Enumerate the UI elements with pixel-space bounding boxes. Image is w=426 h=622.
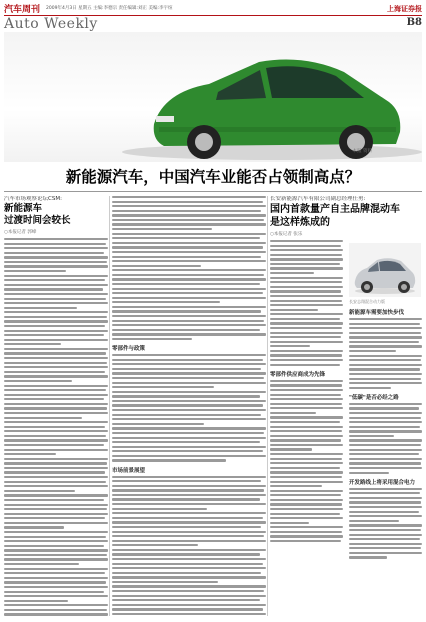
right-article-title-line-2: 是这样炼成的 [270,217,330,228]
right-subcolumn-1 [270,240,343,559]
column-divider [267,196,268,616]
right-subcolumn-2 [349,240,422,559]
right-article-subhead-4: 开发路线上将采用混合电力 [349,479,416,486]
right-article-subhead-1: 新能源车需要加快步伐 [349,310,405,316]
masthead [0,0,426,32]
hybrid-car-caption: 长安志翔混合动力版 [349,299,385,304]
section-title: Auto Weekly [4,16,98,32]
car-illustration [4,32,422,162]
right-article-subhead-3: 零部件供应商成为先锋 [270,371,326,378]
left-article-title-line-1: 新能源车 [4,203,43,214]
right-column-article [270,196,422,616]
middle-column-article [112,196,266,616]
right-article-kicker: 长安新能源汽车有限公司副总经理任勇: [270,196,366,202]
publication-name: 汽车周刊 [4,5,41,15]
masthead-top-line [4,3,422,14]
hybrid-car-photo [349,243,421,297]
right-article-body-part-5 [349,488,422,559]
main-headline: 新能源汽车，中国汽车业能否占领制高点？ [65,168,361,186]
headline-rule [4,191,422,192]
hero-photo-green-car [4,32,422,162]
left-article-body [4,238,108,616]
right-article-body-part-3 [349,318,422,389]
left-column-article [4,196,108,616]
middle-article-subhead-1: 零部件与政策 [112,346,146,353]
middle-article-subhead-2: 市场前景展望 [112,467,146,474]
right-article-body-part-4 [349,403,422,474]
right-article-byline: ○本报记者 张乐 [270,232,303,237]
newspaper-logo: 上海证券报 [387,3,422,13]
left-article-title-line-2: 过渡时间会较长 [4,215,71,226]
photo-caption: 本报 资料 [352,149,372,154]
middle-article-body-part-2 [112,354,266,461]
right-article-body-part-2 [270,380,343,542]
right-article-subhead-2: "低碳"是否必经之路 [349,394,399,401]
left-article-kicker: 汽车市场观察论坛CSM: [4,196,62,202]
right-article-body-part-1 [270,240,343,366]
middle-article-body-part-3 [112,476,266,616]
issue-info: 2009年4月3日 星期五 主编:李德宗 责任编辑:刘正 美编:李宇煊 [46,6,173,11]
right-article-subcolumns [270,240,422,559]
right-article-title-line-1: 国内首款量产自主品牌混动车 [270,204,400,215]
page-number: B8 [406,17,422,28]
column-divider [109,196,110,616]
hybrid-car-illustration [349,243,421,297]
middle-article-body-part-1 [112,196,266,340]
left-article-byline: ○本报记者 郭峰 [4,230,37,235]
